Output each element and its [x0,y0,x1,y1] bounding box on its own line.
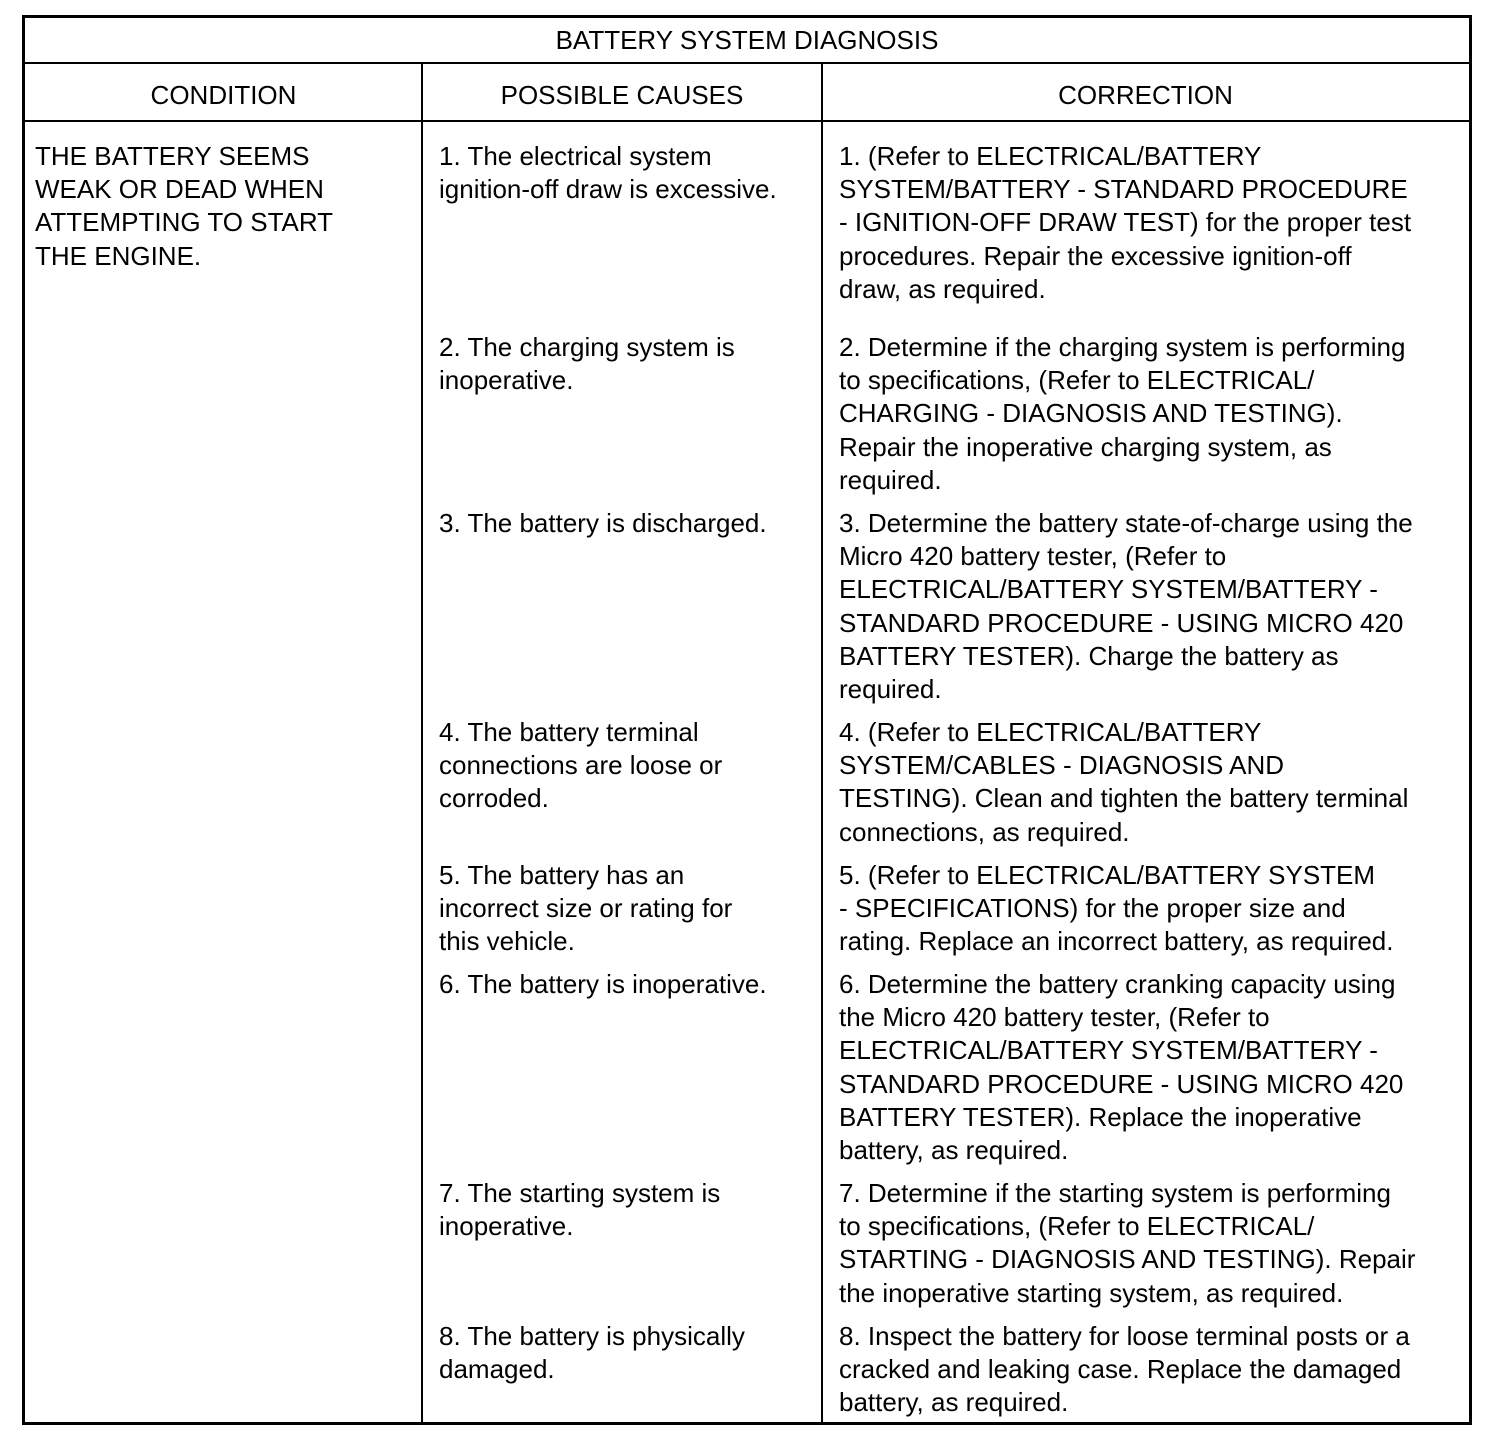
correction-2: 2. Determine if the charging system is performing to specifications, (Refer to ELECTRICAL/ CHARGING - DIAGNOSIS AND TESTING). Repair the inoperative charging system, as required. [839,332,1406,495]
cause-6: 6. The battery is inoperative. [439,969,767,999]
cause-7: 7. The starting system is inoperative. [439,1178,721,1242]
correction-8: 8. Inspect the battery for loose terminal posts or a cracked and leaking case. Replace the damaged battery, as required. [839,1321,1410,1418]
header-condition: CONDITION [150,80,297,110]
header-possible-causes: POSSIBLE CAUSES [500,80,744,110]
cause-2: 2. The charging system is inoperative. [439,332,735,396]
correction-6: 6. Determine the battery cranking capacity using the Micro 420 battery tester, (Refer to ELECTRICAL/BATTERY SYSTEM/BATTERY - STANDARD PROCEDURE - USING MICRO 420 BATTERY TESTER). Replace the inoperative battery, as required. [839,969,1404,1166]
correction-7: 7. Determine if the starting system is performing to specifications, (Refer to ELECTRICAL/ STARTING - DIAGNOSIS AND TESTING). Repair the inoperative starting system, as required. [839,1178,1416,1308]
cause-3: 3. The battery is discharged. [439,508,767,538]
correction-5: 5. (Refer to ELECTRICAL/BATTERY SYSTEM - SPECIFICATIONS) for the proper size and rating. Replace an incorrect battery, as required. [839,860,1394,957]
cause-5: 5. The battery has an incorrect size or rating for this vehicle. [439,860,733,957]
column-divider [821,64,823,1422]
cause-4: 4. The battery terminal connections are loose or corroded. [439,717,723,814]
correction-1: 1. (Refer to ELECTRICAL/BATTERY SYSTEM/BATTERY - STANDARD PROCEDURE - IGNITION-OFF DRAW TEST) for the proper test procedures. Repair the excessive ignition-off draw, as required. [839,141,1412,304]
cause-8: 8. The battery is physically damaged. [439,1321,745,1385]
diagnosis-table [22,15,1472,1425]
table-header-row [25,64,1469,122]
correction-3: 3. Determine the battery state-of-charge using the Micro 420 battery tester, (Refer to ELECTRICAL/BATTERY SYSTEM/BATTERY - STANDARD PROCEDURE - USING MICRO 420 BATTERY TESTER). Charge the battery as required. [839,508,1413,705]
correction-4: 4. (Refer to ELECTRICAL/BATTERY SYSTEM/CABLES - DIAGNOSIS AND TESTING). Clean and tighten the battery terminal connections, as required. [839,717,1409,847]
column-divider [421,64,423,1422]
condition-text: THE BATTERY SEEMS WEAK OR DEAD WHEN ATTEMPTING TO START THE ENGINE. [35,141,334,271]
table-title: BATTERY SYSTEM DIAGNOSIS [25,18,1469,64]
header-correction: CORRECTION [1058,80,1233,110]
cause-1: 1. The electrical system ignition-off draw is excessive. [439,141,777,205]
